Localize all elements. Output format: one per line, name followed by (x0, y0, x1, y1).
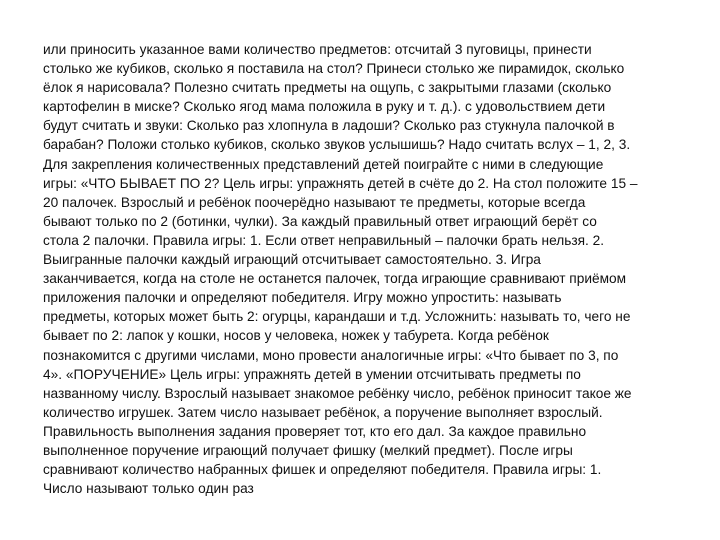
text-line: заканчивается, когда на столе не останется палочек, тогда играющие сравнивают приёмом (43, 271, 627, 287)
text-line: Для закрепления количественных представлений детей поиграйте с ними в следующие (43, 156, 604, 172)
text-line: количество игрушек. Затем число называет ребёнок, а поручение выполняет взрослый. (43, 404, 603, 420)
text-line: Число называют только один раз (43, 481, 254, 497)
text-line: 4». «ПОРУЧЕНИЕ» Цель игры: упражнять детей в умении отсчитывать предметы по (43, 366, 581, 382)
text-line: бывает по 2: лапок у кошки, носов у человека, ножек у табурета. Когда ребёнок (43, 328, 549, 344)
body-text (43, 40, 683, 498)
text-line: бывают только по 2 (ботинки, чулки). За каждый правильный ответ играющий берёт со (43, 213, 597, 229)
text-line: столько же кубиков, сколько я поставила на стол? Принеси столько же пирамидок, сколько (43, 61, 625, 77)
text-line: предметы, которых может быть 2: огурцы, карандаши и т.д. Усложнить: называть то, чего не (43, 309, 631, 325)
text-line: или приносить указанное вами количество предметов: отсчитай 3 пуговицы, принести (43, 42, 592, 57)
text-line: ёлок я нарисовала? Полезно считать предметы на ощупь, с закрытыми глазами (сколько (43, 80, 612, 96)
text-line: картофелин в миске? Сколько ягод мама положила в руку и т. д.). с удовольствием дети (43, 99, 606, 115)
text-line: стола 2 палочки. Правила игры: 1. Если ответ неправильный – палочки брать нельзя. 2. (43, 232, 605, 248)
text-line: будут считать и звуки: Сколько раз хлопнула в ладоши? Сколько раз стукнула палочкой в (43, 118, 615, 134)
text-line: Правильность выполнения задания проверяет тот, кто его дал. За каждое правильно (43, 423, 587, 439)
text-line: 20 палочек. Взрослый и ребёнок поочерёдно называют те предметы, которые всегда (43, 194, 586, 210)
text-line: Выигранные палочки каждый играющий отсчитывает самостоятельно. 3. Игра (43, 252, 541, 268)
text-line: названному числу. Взрослый называет знакомое ребёнку число, ребёнок приносит такое же (43, 385, 632, 401)
text-line: игры: «ЧТО БЫВАЕТ ПО 2? Цель игры: упражнять детей в счёте до 2. На стол положите 15 – (43, 175, 638, 191)
text-line: приложения палочки и определяют победителя. Игру можно упростить: называть (43, 290, 562, 306)
text-line: выполненное поручение играющий получает фишку (мелкий предмет). После игры (43, 442, 573, 458)
text-line: сравнивают количество набранных фишек и определяют победителя. Правила игры: 1. (43, 462, 602, 478)
text-line: познакомится с другими числами, моно провести аналогичные игры: «Что бывает по 3, по (43, 347, 619, 363)
text-line: барабан? Положи столько кубиков, сколько звуков услышишь? Надо считать вслух – 1, 2, 3. (43, 137, 631, 153)
